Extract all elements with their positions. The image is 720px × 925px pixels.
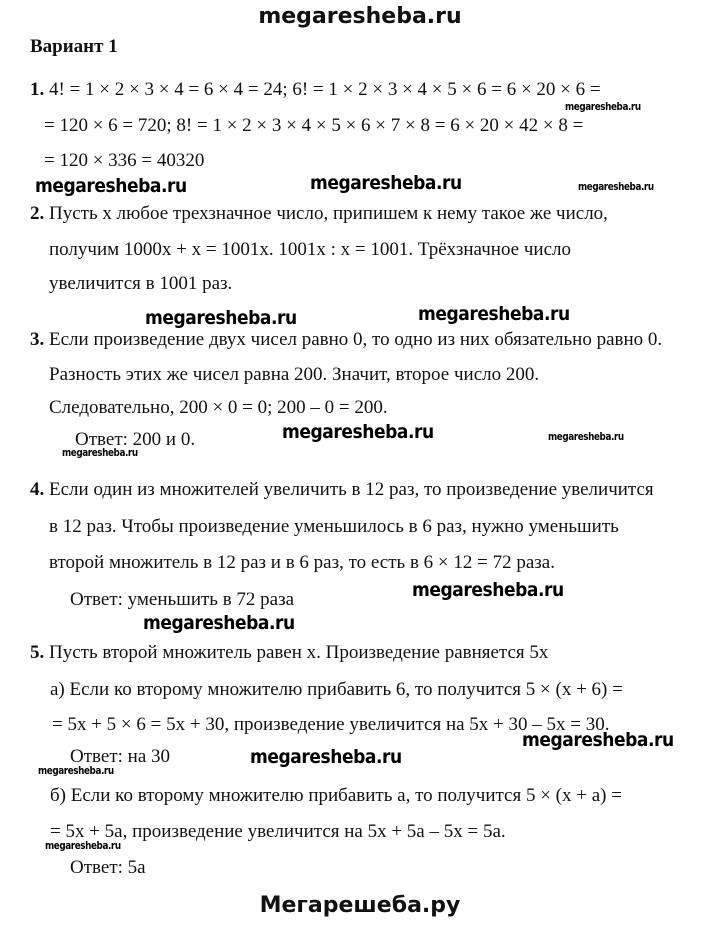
task-answer: Ответ: 5a [70, 857, 146, 878]
task-number: 5. [30, 642, 45, 663]
task-line: Если один из множителей увеличить в 12 раз, то произведение увеличится [49, 479, 654, 500]
task-line: = 120 × 6 = 720; 8! = 1 × 2 × 3 × 4 × 5 × 6 × 7 × 8 = 6 × 20 × 42 × 8 = [44, 115, 584, 136]
site-header: megaresheba.ru [258, 4, 462, 29]
task-number: 1. [30, 79, 45, 100]
task-number: 3. [30, 329, 45, 350]
task-line: Следовательно, 200 × 0 = 0; 200 – 0 = 200. [49, 397, 388, 418]
task-line: увеличится в 1001 раз. [49, 273, 233, 294]
task-line: б) Если ко второму множителю прибавить a, то получится 5 × (x + a) = [50, 785, 622, 806]
task-number: 2. [30, 203, 45, 224]
task-line: Пусть второй множитель равен x. Произведение равняется 5x [49, 642, 549, 663]
watermark: megaresheba.ru [282, 421, 434, 443]
task-line: а) Если ко второму множителю прибавить 6, то получится 5 × (x + 6) = [50, 679, 623, 700]
watermark: megaresheba.ru [145, 307, 297, 329]
watermark: megaresheba.ru [45, 839, 121, 852]
watermark: megaresheba.ru [548, 430, 624, 443]
site-footer: Мегарешеба.ру [259, 893, 461, 918]
watermark: megaresheba.ru [38, 764, 114, 777]
task-answer: Ответ: 200 и 0. [75, 429, 196, 450]
task-line: получим 1000x + x = 1001x. 1001x : x = 1001. Трёхзначное число [49, 239, 572, 260]
watermark: megaresheba.ru [565, 100, 641, 113]
watermark: megaresheba.ru [418, 303, 570, 325]
task-line: = 5x + 5a, произведение увеличится на 5x + 5a – 5x = 5a. [50, 821, 506, 842]
task-line: в 12 раз. Чтобы произведение уменьшилось в 6 раз, нужно уменьшить [49, 516, 619, 537]
task-answer: Ответ: на 30 [70, 746, 171, 767]
watermark: megaresheba.ru [35, 175, 187, 197]
task-line: 4! = 1 × 2 × 3 × 4 = 6 × 4 = 24; 6! = 1 × 2 × 3 × 4 × 5 × 6 = 6 × 20 × 6 = [49, 79, 601, 100]
watermark: megaresheba.ru [522, 729, 674, 751]
task-line: = 5x + 5 × 6 = 5x + 30, произведение увеличится на 5x + 30 – 5x = 30. [52, 714, 610, 735]
task-line: Пусть x любое трехзначное число, припишем к нему такое же число, [49, 203, 608, 224]
watermark: megaresheba.ru [62, 446, 138, 459]
task-number: 4. [30, 479, 45, 500]
watermark: megaresheba.ru [250, 746, 402, 768]
task-line: Разность этих же чисел равна 200. Значит, второе число 200. [49, 364, 540, 385]
watermark: megaresheba.ru [578, 180, 654, 193]
task-line: Если произведение двух чисел равно 0, то одно из них обязательно равно 0. [49, 329, 663, 350]
variant-title: Вариант 1 [30, 36, 118, 57]
task-line: второй множитель в 12 раз и в 6 раз, то есть в 6 × 12 = 72 раза. [49, 552, 555, 573]
watermark: megaresheba.ru [310, 172, 462, 194]
watermark: megaresheba.ru [143, 612, 295, 634]
watermark: megaresheba.ru [412, 579, 564, 601]
task-line: = 120 × 336 = 40320 [44, 150, 205, 171]
task-answer: Ответ: уменьшить в 72 раза [70, 589, 295, 610]
